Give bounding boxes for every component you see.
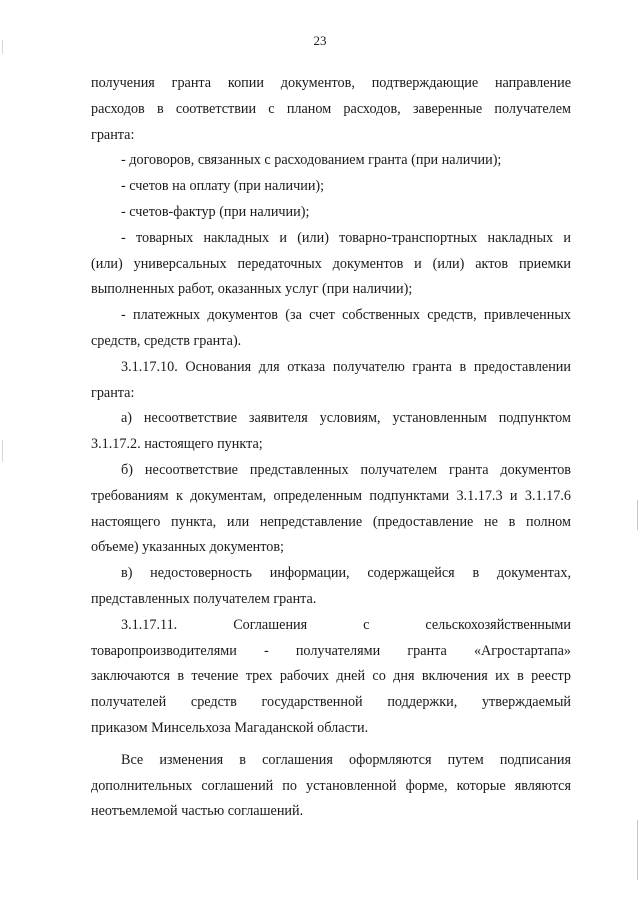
text-line: 3.1.17.10. Основания для отказа получателю гранта в предоставлении [121, 358, 571, 375]
text-line: средств, средств гранта). [91, 332, 242, 349]
text-line: 3.1.17.11. Соглашения с сельскохозяйственными [121, 616, 571, 633]
text-line: - платежных документов (за счет собственных средств, привлеченных [121, 307, 571, 324]
text-line: получения гранта копии документов, подтверждающие направление [91, 75, 571, 91]
text-line: дополнительных соглашений по установленной форме, которые являются [91, 777, 571, 794]
text-line: объеме) указанных документов; [91, 539, 284, 556]
text-line: гранта: [91, 384, 135, 401]
page-number: 23 [313, 33, 327, 48]
text-line: приказом Минсельхоза Магаданской области. [91, 719, 369, 736]
scan-edge-mark [637, 820, 638, 880]
text-line: заключаются в течение трех рабочих дней со дня включения их в реестр [91, 668, 571, 685]
text-line: - товарных накладных и (или) товарно-транспортных накладных и [121, 229, 571, 246]
text-line: б) несоответствие представленных получателем гранта документов [121, 461, 571, 478]
text-line: (или) универсальных передаточных документов и (или) актов приемки [91, 255, 571, 272]
text-line: выполненных работ, оказанных услуг (при наличии); [91, 281, 413, 298]
text-line: получателей средств государственной поддержки, утверждаемый [91, 694, 571, 711]
text-line: Все изменения в соглашения оформляются путем подписания [121, 751, 571, 768]
text-line: товаропроизводителями - получателями гранта «Агростартапа» [91, 642, 571, 659]
scan-edge-mark [637, 500, 638, 530]
text-line: гранта: [91, 126, 135, 143]
text-line: расходов в соответствии с планом расходов, заверенные получателем [91, 100, 571, 117]
scan-edge-mark [2, 440, 3, 462]
text-line: - договоров, связанных с расходованием гранта (при наличии); [121, 152, 502, 169]
text-line: - счетов-фактур (при наличии); [121, 203, 310, 220]
text-line: неотъемлемой частью соглашений. [91, 803, 304, 820]
scan-edge-mark [2, 40, 3, 54]
text-line: представленных получателем гранта. [91, 590, 317, 607]
text-line: настоящего пункта, или непредставление (предоставление не в полном [91, 513, 571, 530]
text-line: 3.1.17.2. настоящего пункта; [91, 436, 263, 453]
text-line: а) несоответствие заявителя условиям, установленным подпунктом [121, 410, 571, 427]
text-line: требованиям к документам, определенным подпунктами 3.1.17.3 и 3.1.17.6 [91, 487, 571, 504]
text-line: - счетов на оплату (при наличии); [121, 178, 325, 195]
text-line: в) недостоверность информации, содержащейся в документах, [121, 565, 571, 582]
document-body [91, 71, 571, 825]
